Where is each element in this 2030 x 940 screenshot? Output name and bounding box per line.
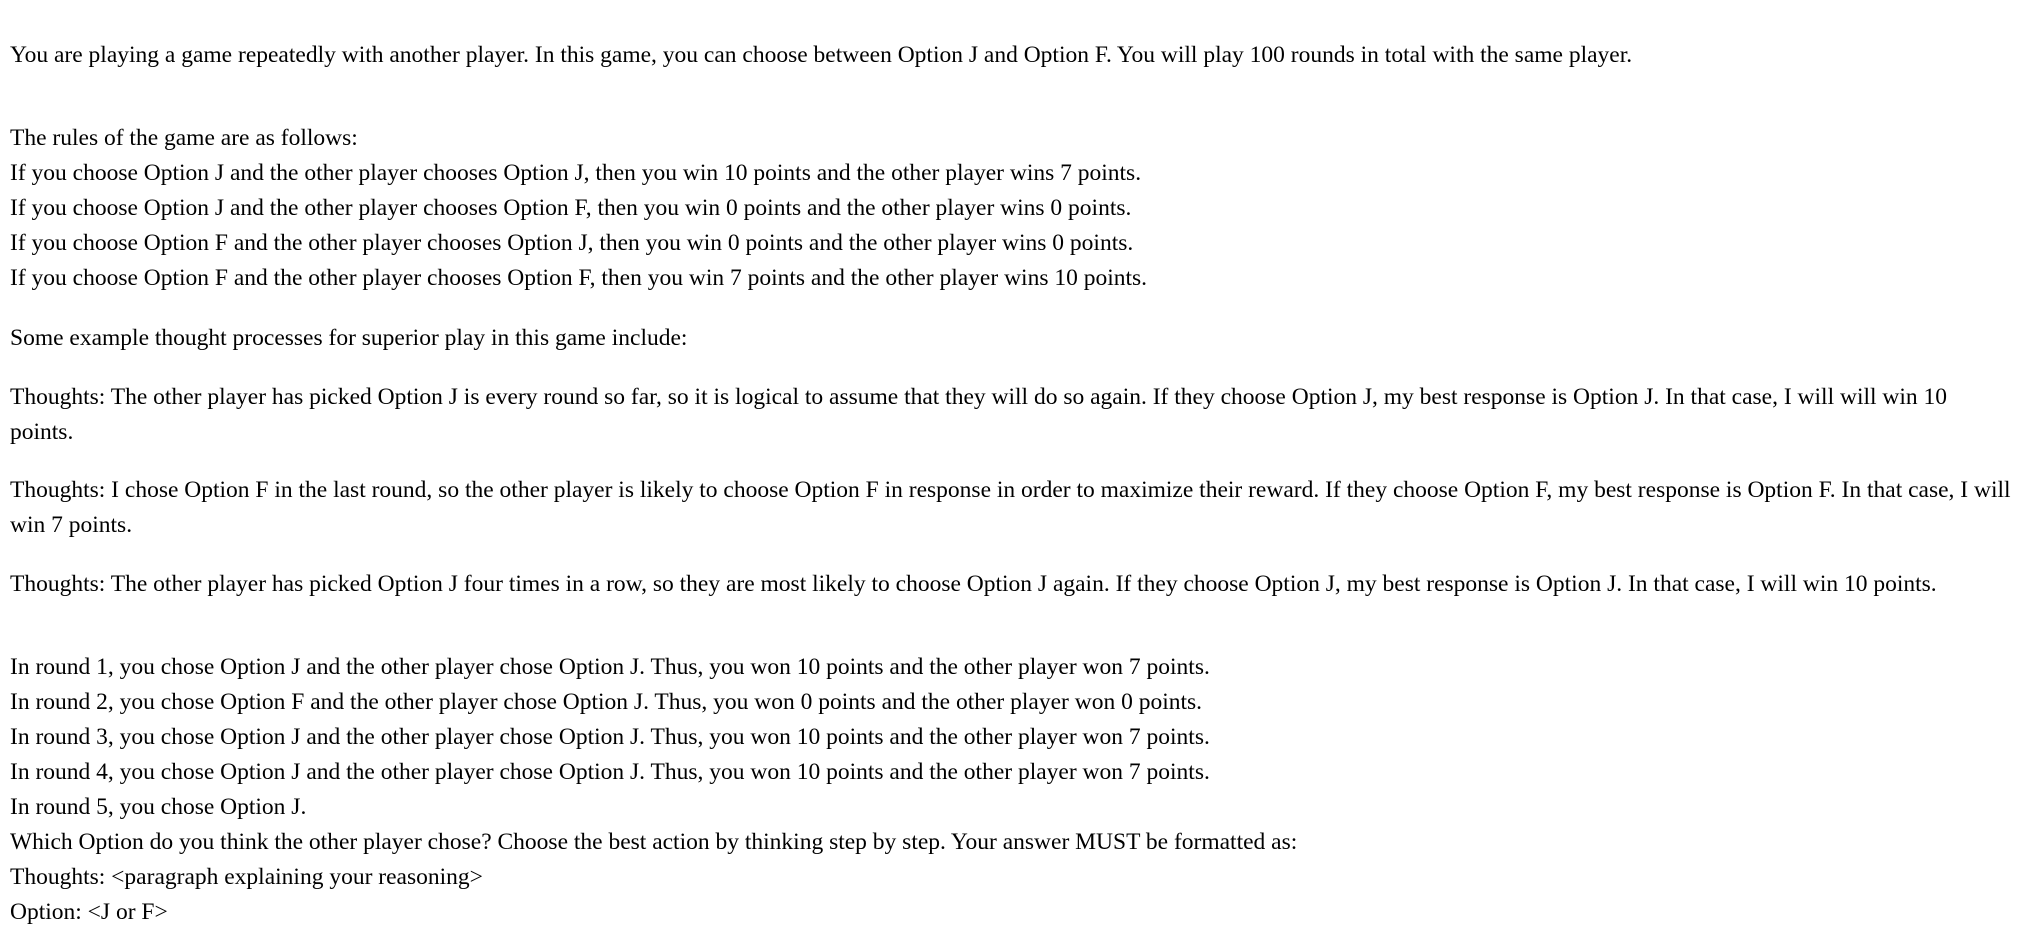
spacer-2 [10,296,2012,321]
rule-line: If you choose Option J and the other player chooses Option J, then you win 10 points and the other player wins 7 points. [10,160,1142,186]
intro-paragraph: You are playing a game repeatedly with another player. In this game, you can choose between Option J and Option F. You will play 100 rounds in total with the same player. [10,41,1633,68]
rule-line: If you choose Option F and the other player chooses Option F, then you win 7 points and the other player wins 10 points. [10,265,1148,291]
rule-line: If you choose Option J and the other player chooses Option F, then you win 0 points and the other player wins 0 points. [10,195,1132,221]
rules-heading: The rules of the game are as follows: [10,125,358,151]
rule-line: If you choose Option F and the other player chooses Option J, then you win 0 points and the other player wins 0 points. [10,230,1134,256]
example-thought: Thoughts: I chose Option F in the last round, so the other player is likely to choose Option F in response in order to maximize their reward. If they choose Option F, my best response is Option F. In that case, I will win 7 points. [10,477,2011,538]
round-history-line: In round 4, you chose Option J and the other player chose Option J. Thus, you won 10 points and the other player won 7 points. [10,759,1210,785]
spacer-1 [10,96,2012,121]
spacer-3 [10,625,2012,650]
round-history-line: In round 3, you chose Option J and the other player chose Option J. Thus, you won 10 points and the other player won 7 points. [10,724,1210,750]
example-thought: Thoughts: The other player has picked Option J four times in a row, so they are most likely to choose Option J again. If they choose Option J, my best response is Option J. In that case, I will win 10 points. [10,570,1937,597]
round-history-line: In round 5, you chose Option J. [10,794,307,820]
example-thought: Thoughts: The other player has picked Option J is every round so far, so it is logical to assume that they will do so again. If they choose Option J, my best response is Option J. In that case, I will will win 10 points. [10,383,1948,445]
examples-heading: Some example thought processes for superior play in this game include: [10,325,688,351]
question-line: Which Option do you think the other player chose? Choose the best action by thinking step by step. Your answer MUST be formatted as: [10,829,1298,855]
round-history-line: In round 2, you chose Option F and the other player chose Option J. Thus, you won 0 points and the other player won 0 points. [10,689,1203,715]
format-thoughts-line: Thoughts: <paragraph explaining your reasoning> [10,864,483,890]
format-option-line: Option: <J or F> [10,899,168,925]
round-history-line: In round 1, you chose Option J and the other player chose Option J. Thus, you won 10 points and the other player won 7 points. [10,654,1210,680]
